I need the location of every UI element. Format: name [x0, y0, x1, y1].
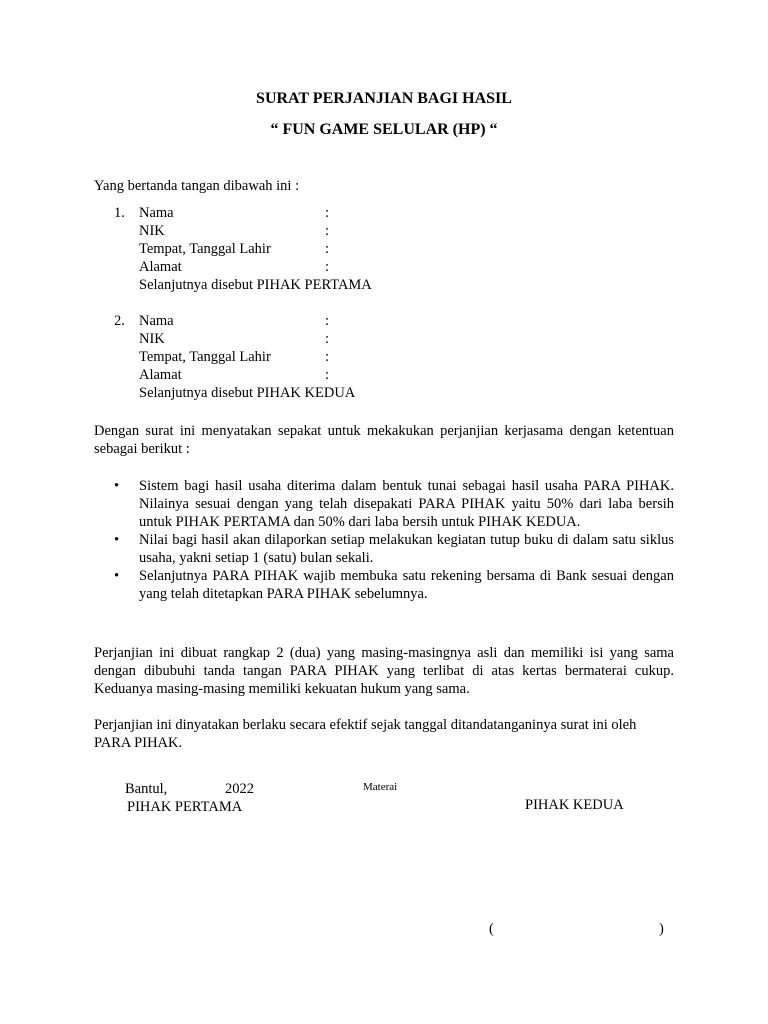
bullet-icon: •	[114, 478, 120, 494]
party-2-field-address: Alamat	[139, 367, 182, 383]
party-1-colon-address: :	[325, 259, 330, 275]
signature-place: Bantul,	[125, 781, 168, 797]
signature-party-1-label: PIHAK PERTAMA	[127, 799, 243, 815]
signature-open-paren: (	[489, 921, 494, 937]
materai-label: Materai	[363, 781, 398, 793]
intro-text: Yang bertanda tangan dibawah ini :	[94, 178, 300, 194]
party-1-field-nik: NIK	[139, 223, 165, 239]
term-item: • Nilai bagi hasil akan dilaporkan setiap melakukan kegiatan tutup buku di dalam satu siklus usaha, yakni setiap 1 (satu) bulan sekali.	[114, 532, 674, 566]
party-2-field-nik: NIK	[139, 331, 165, 347]
party-1-colon-birth: :	[325, 241, 330, 257]
bullet-icon: •	[114, 568, 120, 584]
signature-year: 2022	[225, 781, 254, 797]
term-item: • Selanjutnya PARA PIHAK wajib membuka satu rekening bersama di Bank sesuai dengan yang telah ditetapkan PARA PIHAK sebelumnya.	[114, 568, 674, 602]
party-2-colon-nik: :	[325, 331, 330, 347]
terms-list	[114, 477, 674, 603]
party-2-colon-birth: :	[325, 349, 330, 365]
document-subtitle: “ FUN GAME SELULAR (HP) “	[270, 121, 498, 138]
party-2-field-birth: Tempat, Tanggal Lahir	[139, 349, 271, 365]
party-1-colon-name: :	[325, 205, 330, 221]
party-1-alias: Selanjutnya disebut PIHAK PERTAMA	[139, 277, 372, 293]
signature-party-2-label: PIHAK KEDUA	[525, 797, 624, 813]
document-title: SURAT PERJANJIAN BAGI HASIL	[256, 90, 512, 107]
party-2-colon-name: :	[325, 313, 330, 329]
bullet-icon: •	[114, 532, 120, 548]
party-2-colon-address: :	[325, 367, 330, 383]
party-1-colon-nik: :	[325, 223, 330, 239]
signature-close-paren: )	[659, 921, 664, 937]
party-1-field-address: Alamat	[139, 259, 182, 275]
party-1-field-birth: Tempat, Tanggal Lahir	[139, 241, 271, 257]
party-1-field-name: Nama	[139, 205, 174, 221]
agreement-intro-paragraph: Dengan surat ini menyatakan sepakat untuk mekakukan perjanjian kerjasama dengan ketentuan sebagai berikut :	[94, 423, 674, 457]
party-1-number: 1.	[114, 205, 125, 221]
copies-paragraph: Perjanjian ini dibuat rangkap 2 (dua) yang masing-masingnya asli dan memiliki isi yang sama dengan dibubuhi tanda tangan PARA PIHAK yang terlibat di atas kertas bermaterai cukup. Keduanya masing-masing memiliki kekuatan hukum yang sama.	[94, 645, 674, 697]
effective-paragraph: Perjanjian ini dinyatakan berlaku secara efektif sejak tanggal ditandatanganinya surat ini oleh PARA PIHAK.	[94, 717, 637, 751]
party-2-number: 2.	[114, 313, 125, 329]
term-item: • Sistem bagi hasil usaha diterima dalam bentuk tunai sebagai hasil usaha PARA PIHAK. Nilainya sesuai dengan yang telah disepakati PARA PIHAK yaitu 50% dari laba bersih untuk PIHAK PERTAMA dan 50% dari laba bersih untuk PIHAK KEDUA.	[114, 478, 674, 530]
party-2-field-name: Nama	[139, 313, 174, 329]
party-2-alias: Selanjutnya disebut PIHAK KEDUA	[139, 385, 356, 401]
